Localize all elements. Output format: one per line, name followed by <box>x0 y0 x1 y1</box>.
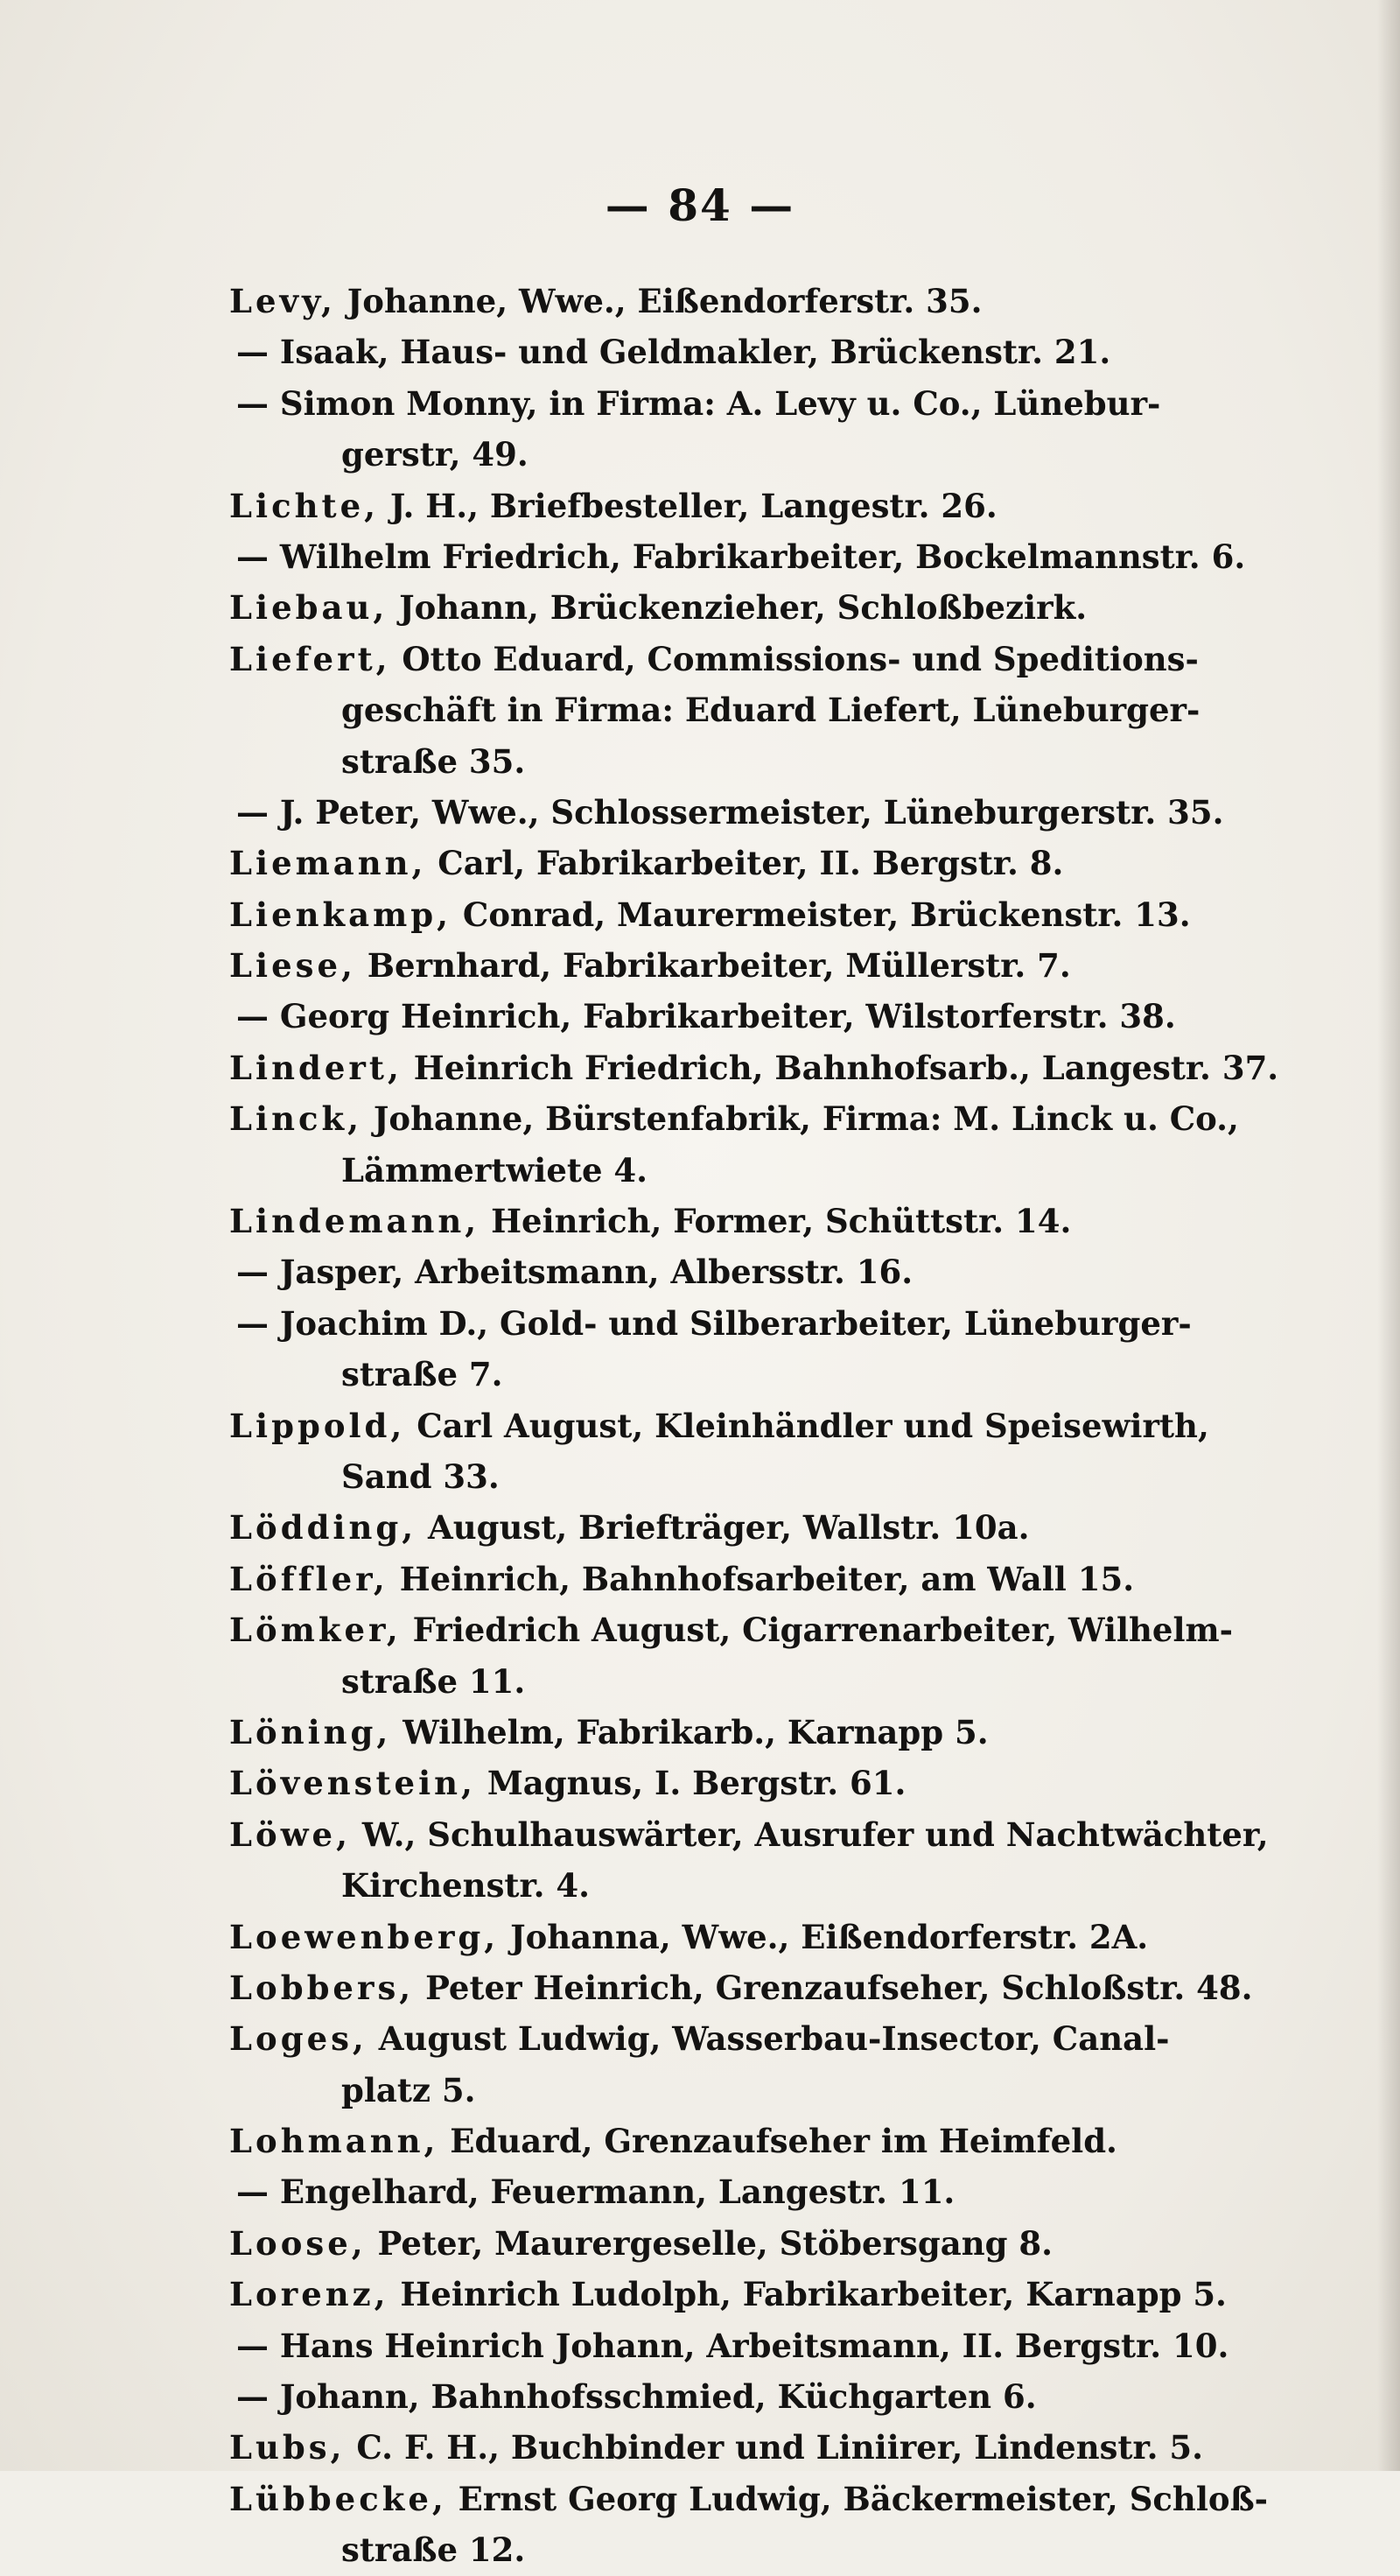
directory-entry-line <box>229 1758 1314 1808</box>
entry-surname: Löwe, <box>229 1814 351 1854</box>
directory-entry-line <box>229 2269 1314 2320</box>
entry-surname: Lövenstein, <box>229 1764 476 1803</box>
directory-entry-line <box>229 1093 1314 1144</box>
directory-entry-line <box>229 1349 1314 1400</box>
directory-entry-line <box>229 634 1314 684</box>
entry-text: — Georg Heinrich, Fabrikarbeiter, Wilstorferstr. 38. <box>236 997 1176 1036</box>
entry-text: Heinrich Friedrich, Bahnhofsarb., Langestr. 37. <box>402 1048 1279 1087</box>
entry-text: — Engelhard, Feuermann, Langestr. 11. <box>236 2172 956 2212</box>
directory-entry-line <box>229 1246 1314 1297</box>
entry-text: — J. Peter, Wwe., Schlossermeister, Lüneburgerstr. 35. <box>236 792 1224 832</box>
directory-entry-line <box>229 1809 1314 1860</box>
entry-text: platz 5. <box>341 2070 476 2109</box>
entry-surname: Levy, <box>229 282 336 320</box>
directory-entry-line <box>229 2474 1314 2524</box>
entry-text: Carl August, Kleinhändler und Speisewirth, <box>405 1406 1209 1445</box>
directory-entry-line <box>229 684 1314 735</box>
directory-entry-line <box>229 991 1314 1042</box>
entry-text: Heinrich, Bahnhofsarbeiter, am Wall 15. <box>388 1559 1135 1598</box>
directory-entry-line <box>229 1042 1314 1093</box>
entry-text: August Ludwig, Wasserbau-Insector, Canal- <box>367 2019 1170 2059</box>
directory-entry-line <box>229 1554 1314 1604</box>
entry-text: geschäft in Firma: Eduard Liefert, Lüneburger- <box>341 691 1200 730</box>
entry-text: — Jasper, Arbeitsmann, Albersstr. 16. <box>236 1253 914 1292</box>
directory-entry-line <box>229 1860 1314 1911</box>
entry-text: Johanne, Wwe., Eißendorferstr. 35. <box>335 282 983 320</box>
entry-surname: Linck, <box>229 1099 363 1139</box>
directory-entry-line <box>229 1196 1314 1246</box>
directory-entry-line <box>229 378 1314 429</box>
entry-text: — Joachim D., Gold- und Silberarbeiter, Lüneburger- <box>236 1303 1192 1343</box>
entry-text: Johanna, Wwe., Eißendorferstr. 2A. <box>499 1917 1149 1956</box>
entry-text: Otto Eduard, Commissions- und Speditions- <box>390 639 1199 678</box>
page-number: — 84 — <box>605 179 795 231</box>
directory-entry-line <box>229 2218 1314 2269</box>
entry-surname: Loewenberg, <box>229 1917 500 1956</box>
entry-surname: Lichte, <box>229 486 380 525</box>
entry-text: Bernhard, Fabrikarbeiter, Müllerstr. 7. <box>355 946 1071 986</box>
entry-surname: Lübbecke, <box>229 2479 447 2518</box>
entry-text: J. H., Briefbesteller, Langestr. 26. <box>379 486 998 525</box>
entry-text: — Johann, Bahnhofsschmied, Küchgarten 6. <box>236 2377 1037 2417</box>
entry-surname: Löffler, <box>229 1559 388 1598</box>
entry-surname: Lödding, <box>229 1508 417 1548</box>
directory-entry-line <box>229 2166 1314 2217</box>
entry-surname: Liebau, <box>229 588 388 628</box>
entry-text: August, Briefträger, Wallstr. 10a. <box>416 1508 1030 1548</box>
entry-surname: Löning, <box>229 1712 392 1751</box>
entry-text: Lämmertwiete 4. <box>341 1150 648 1190</box>
entry-surname: Lindert, <box>229 1048 402 1087</box>
directory-entry-line <box>229 531 1314 582</box>
entry-text: Eduard, Grenzaufseher im Heimfeld. <box>438 2122 1117 2161</box>
entry-surname: Lömker, <box>229 1611 402 1650</box>
directory-entry-line <box>229 940 1314 991</box>
entry-text: Johanne, Bürstenfabrik, Firma: M. Linck u. Co., <box>362 1099 1239 1139</box>
entry-text: gerstr, 49. <box>341 435 528 474</box>
entry-text: Heinrich, Former, Schüttstr. 14. <box>480 1202 1072 1241</box>
directory-entry-line <box>229 1502 1314 1553</box>
directory-entry-line <box>229 1145 1314 1196</box>
directory-entry-line <box>229 2116 1314 2166</box>
entry-text: Peter Heinrich, Grenzaufseher, Schloßstr. 48. <box>414 1968 1253 2007</box>
entry-text: Johann, Brückenzieher, Schloßbezirk. <box>388 588 1088 628</box>
directory-entry-line <box>229 1707 1314 1758</box>
entry-text: Kirchenstr. 4. <box>341 1866 590 1906</box>
directory-entry-line <box>229 429 1314 480</box>
entry-text: C. F. H., Buchbinder und Liniirer, Lindenstr. 5. <box>345 2428 1203 2467</box>
entry-surname: Lobbers, <box>229 1968 415 2007</box>
entry-text: Wilhelm, Fabrikarb., Karnapp 5. <box>391 1712 989 1751</box>
entry-surname: Lohmann, <box>229 2122 439 2161</box>
directory-entry-line <box>229 2422 1314 2473</box>
entry-surname: Lindemann, <box>229 1202 480 1241</box>
entry-text: straße 11. <box>341 1661 526 1701</box>
entry-surname: Lorenz, <box>229 2275 389 2314</box>
entry-surname: Loose, <box>229 2223 367 2263</box>
directory-entry-line <box>229 481 1314 531</box>
entry-text: — Wilhelm Friedrich, Fabrikarbeiter, Bockelmannstr. 6. <box>236 537 1246 576</box>
directory-entry-line <box>229 1451 1314 1502</box>
entry-surname: Liemann, <box>229 844 427 883</box>
entry-surname: Lubs, <box>229 2428 346 2467</box>
directory-entry-line <box>229 889 1314 940</box>
entry-text: Carl, Fabrikarbeiter, II. Bergstr. 8. <box>426 844 1064 883</box>
page-edge-shadow <box>1377 0 1400 2471</box>
entry-text: Ernst Georg Ludwig, Bäckermeister, Schloß- <box>446 2479 1269 2518</box>
entry-text: straße 12. <box>341 2530 526 2570</box>
directory-entry-line <box>229 1298 1314 1349</box>
directory-entry-line <box>229 2524 1314 2575</box>
entry-text: Friedrich August, Cigarrenarbeiter, Wilhelm- <box>401 1611 1234 1650</box>
directory-entry-line <box>229 2371 1314 2422</box>
entry-text: — Simon Monny, in Firma: A. Levy u. Co., Lünebur- <box>236 383 1161 423</box>
entry-surname: Lippold, <box>229 1406 406 1445</box>
entry-text: straße 7. <box>341 1355 503 1394</box>
entry-text: W., Schulhauswärter, Ausrufer und Nachtwächter, <box>350 1814 1269 1854</box>
entry-surname: Loges, <box>229 2019 368 2059</box>
directory-entry-line <box>229 787 1314 838</box>
directory-entry-line <box>229 2065 1314 2116</box>
directory-entry-line <box>229 326 1314 377</box>
directory-entries <box>229 276 1314 2576</box>
entry-text: Conrad, Maurermeister, Brückenstr. 13. <box>452 895 1191 934</box>
entry-text: Heinrich Ludolph, Fabrikarbeiter, Karnapp 5. <box>388 2275 1227 2314</box>
directory-entry-line <box>229 1656 1314 1707</box>
entry-surname: Lienkamp, <box>229 895 452 934</box>
entry-text: — Isaak, Haus- und Geldmakler, Brückenstr. 21. <box>236 333 1111 372</box>
directory-entry-line <box>229 276 1314 326</box>
entry-surname: Liese, <box>229 946 356 986</box>
entry-text: — Hans Heinrich Johann, Arbeitsmann, II. Bergstr. 10. <box>236 2326 1229 2365</box>
directory-entry-line <box>229 1912 1314 1962</box>
directory-entry-line <box>229 1400 1314 1451</box>
directory-entry-line <box>229 1962 1314 2013</box>
directory-entry-line <box>229 736 1314 787</box>
entry-text: Magnus, I. Bergstr. 61. <box>475 1764 906 1803</box>
directory-entry-line <box>229 2013 1314 2064</box>
directory-entry-line <box>229 838 1314 888</box>
directory-entry-line <box>229 1604 1314 1655</box>
directory-entry-line <box>229 582 1314 633</box>
entry-text: Sand 33. <box>341 1456 500 1496</box>
directory-entry-line <box>229 2320 1314 2371</box>
entry-surname: Liefert, <box>229 639 391 678</box>
entry-text: Peter, Maurergeselle, Stöbersgang 8. <box>366 2223 1053 2263</box>
entry-text: straße 35. <box>341 741 526 781</box>
